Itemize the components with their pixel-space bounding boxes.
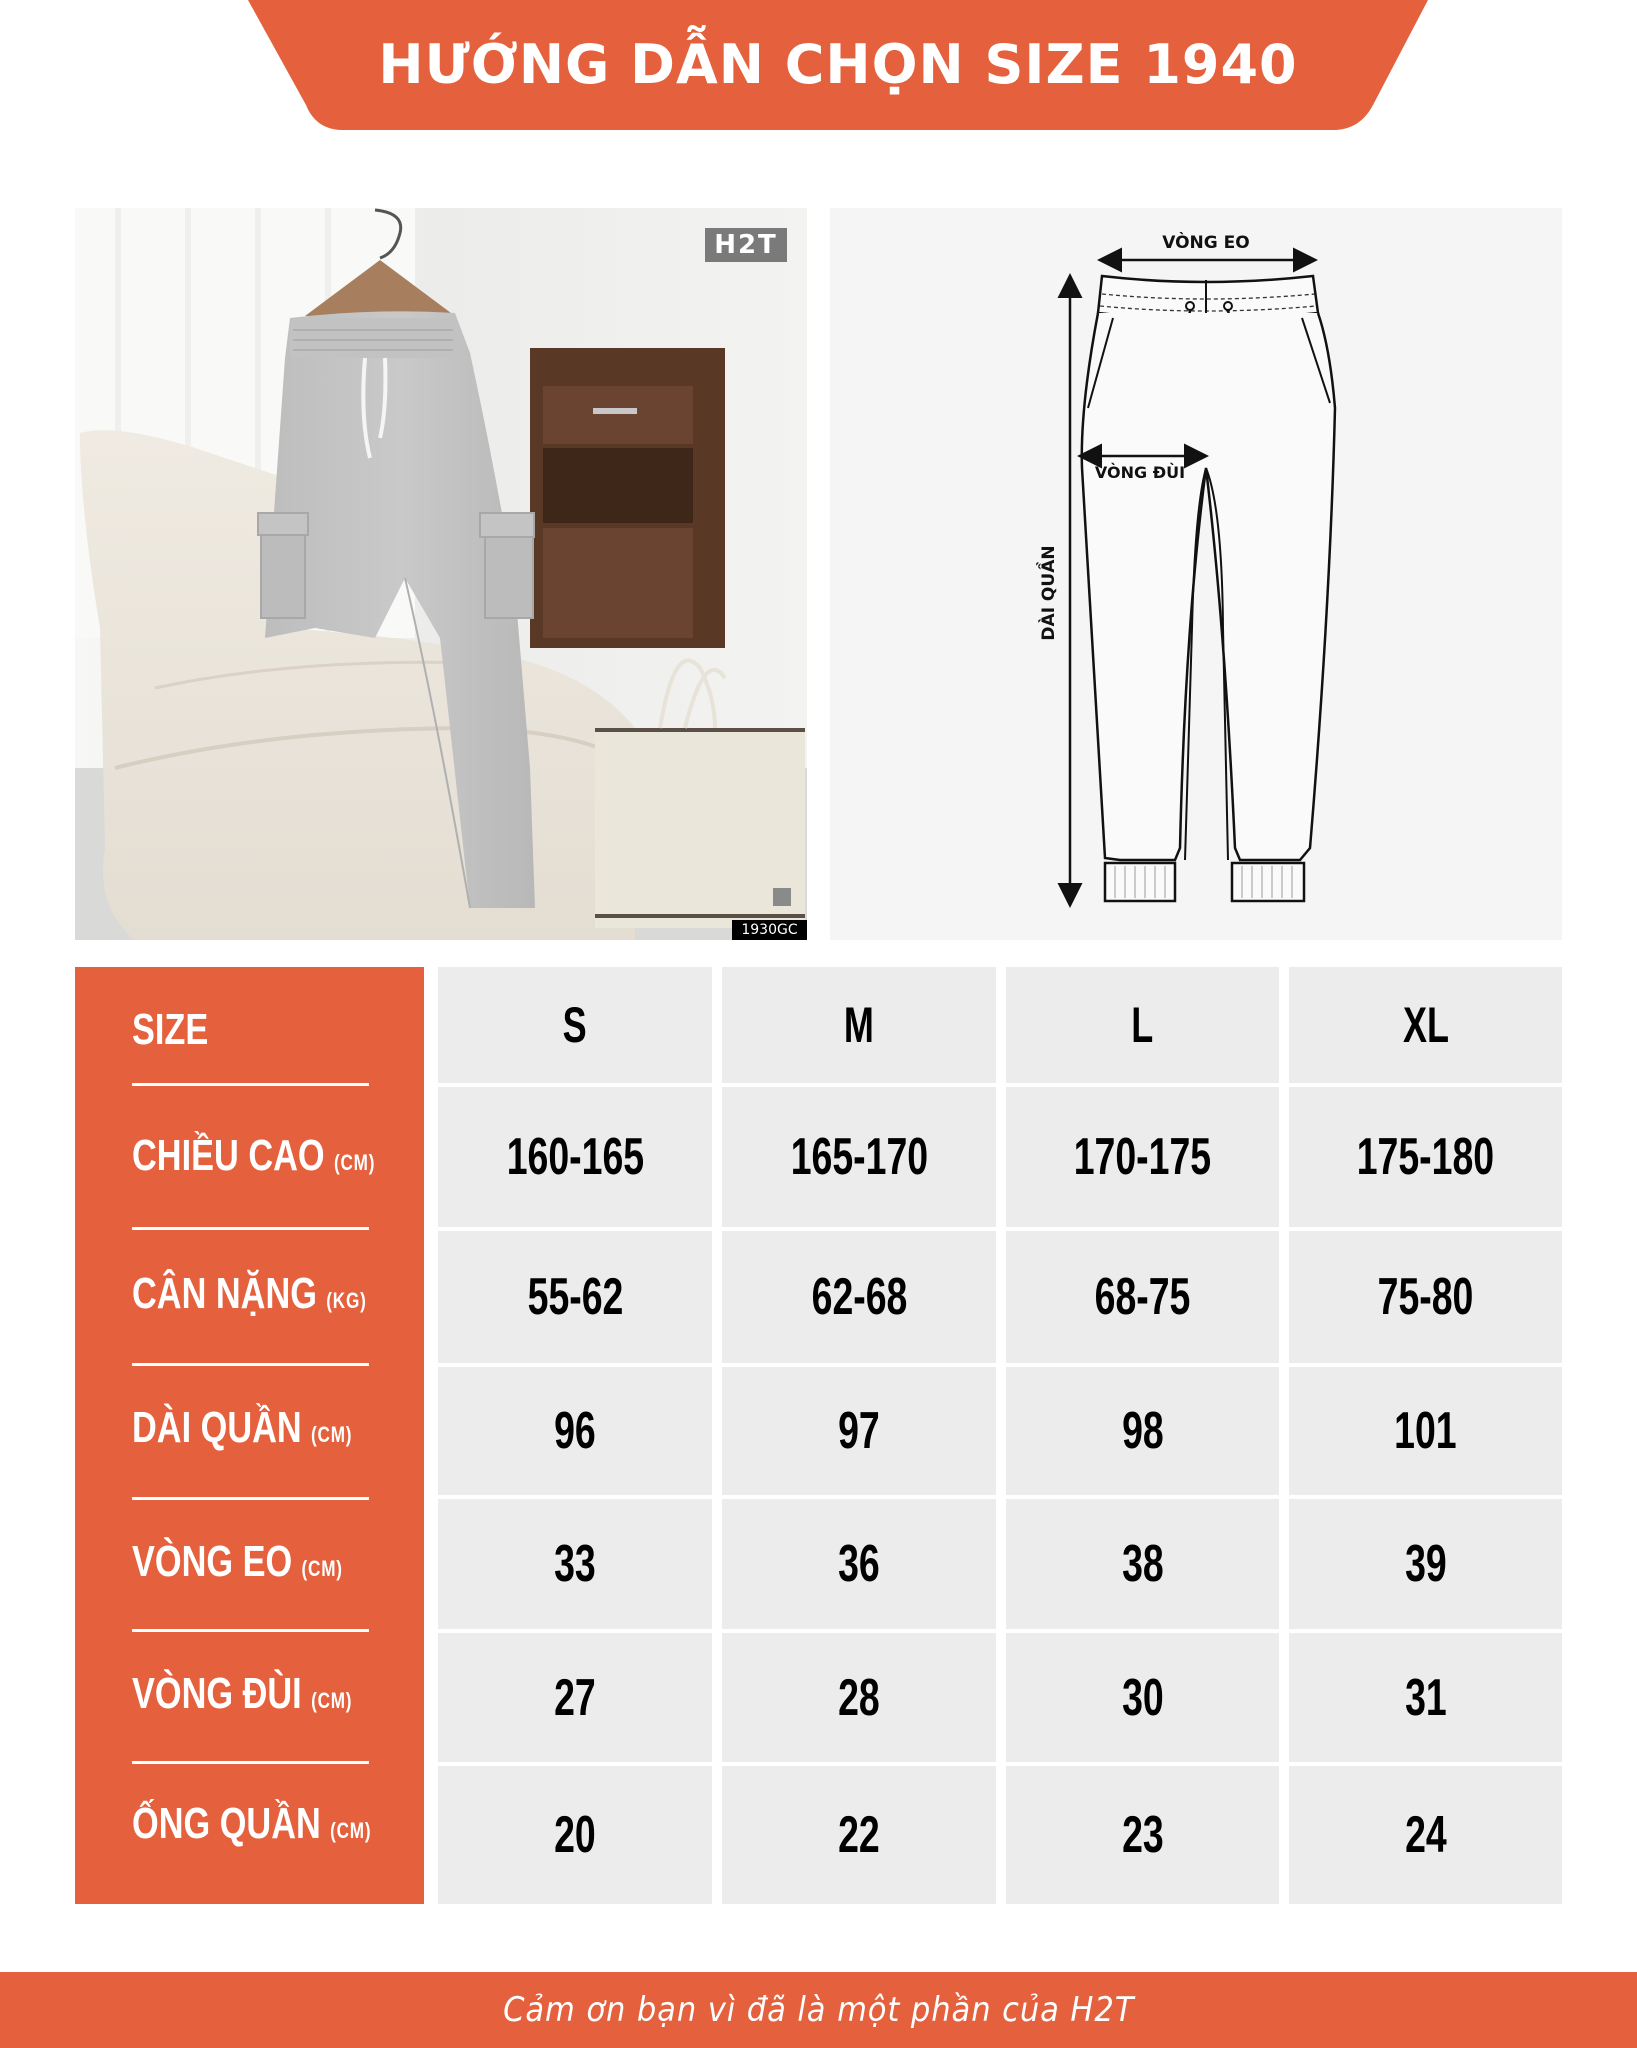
row-label-leg-opening: [132, 1799, 372, 1849]
length-label: DÀI QUẦN: [1039, 545, 1059, 641]
row-label-text: VÒNG EO: [132, 1537, 293, 1586]
cell-value: 160-165: [506, 1128, 644, 1186]
cell-value: 170-175: [1073, 1128, 1212, 1186]
measurement-diagram: [830, 208, 1562, 940]
row-label-weight: [132, 1269, 367, 1319]
cell-value: 22: [838, 1806, 880, 1864]
size-header-text: SIZE: [132, 1005, 209, 1054]
table-cell: [1289, 1499, 1562, 1629]
table-cell: [438, 1367, 712, 1495]
size-header-cell: [438, 967, 712, 1083]
row-unit: (CM): [301, 1556, 343, 1581]
cell-value: 55-62: [527, 1268, 623, 1326]
title-banner: [248, 0, 1428, 130]
row-label-waist: [132, 1537, 360, 1587]
waist-label: VÒNG EO: [1162, 233, 1250, 253]
divider: [132, 1497, 369, 1500]
cell-value: 97: [838, 1402, 880, 1460]
brand-logo: H2T: [705, 228, 787, 262]
divider: [132, 1227, 369, 1230]
size-header-value: L: [1131, 997, 1154, 1053]
table-cell: [1289, 1633, 1562, 1762]
cell-value: 39: [1404, 1535, 1447, 1593]
cell-value: 101: [1394, 1402, 1457, 1460]
cell-value: 75-80: [1377, 1268, 1474, 1326]
cell-value: 36: [838, 1535, 880, 1593]
product-photo: [75, 208, 807, 940]
size-header-cell: [722, 967, 996, 1083]
cell-value: 96: [554, 1402, 596, 1460]
size-header-value: M: [844, 997, 874, 1053]
cell-value: 30: [1121, 1668, 1164, 1727]
table-cell: [722, 1499, 996, 1629]
size-header-cell: [1006, 967, 1279, 1083]
table-cell: [438, 1633, 712, 1762]
table-cell: [1289, 1231, 1562, 1363]
table-cell: [1006, 1087, 1279, 1227]
cell-value: 62-68: [811, 1268, 907, 1326]
table-cell: [722, 1766, 996, 1904]
pants-sketch: [830, 208, 1562, 940]
size-table-labels: [75, 967, 424, 1904]
table-cell: [438, 1766, 712, 1904]
row-unit: (KG): [326, 1288, 367, 1313]
table-cell: [438, 1087, 712, 1227]
row-unit: (CM): [330, 1818, 372, 1843]
product-photo-illustration: [75, 208, 807, 940]
table-cell: [1289, 1766, 1562, 1904]
table-cell: [722, 1231, 996, 1363]
table-cell: [722, 1367, 996, 1495]
table-cell: [1006, 1766, 1279, 1904]
table-cell: [1006, 1367, 1279, 1495]
row-unit: (CM): [311, 1422, 353, 1447]
table-cell: [1006, 1499, 1279, 1629]
size-header-label: [132, 1005, 360, 1055]
row-label-text: VÒNG ĐÙI: [132, 1669, 302, 1718]
row-label-text: DÀI QUẦN: [132, 1403, 302, 1452]
cell-value: 175-180: [1356, 1128, 1495, 1186]
cell-value: 23: [1121, 1806, 1164, 1864]
cell-value: 98: [1121, 1402, 1164, 1460]
divider: [132, 1363, 369, 1366]
divider: [132, 1083, 369, 1086]
cell-value: 68-75: [1094, 1268, 1191, 1326]
cell-value: 28: [838, 1668, 880, 1727]
table-cell: [438, 1231, 712, 1363]
size-header-value: S: [562, 997, 588, 1053]
table-cell: [1289, 1367, 1562, 1495]
footer-message: Cảm ơn bạn vì đã là một phần của H2T: [502, 1990, 1135, 2030]
size-header-cell: [1289, 967, 1562, 1083]
table-cell: [722, 1633, 996, 1762]
thigh-label: VÒNG ĐÙI: [1094, 463, 1186, 482]
page-title: HƯỚNG DẪN CHỌN SIZE 1940: [378, 33, 1298, 96]
cell-value: 27: [554, 1668, 596, 1727]
table-cell: [1289, 1087, 1562, 1227]
row-unit: (CM): [333, 1150, 376, 1175]
row-label-text: CHIỀU CAO: [132, 1131, 325, 1180]
cell-value: 165-170: [790, 1128, 928, 1186]
table-cell: [1006, 1633, 1279, 1762]
cell-value: 38: [1121, 1535, 1164, 1593]
row-label-text: ỐNG QUẦN: [132, 1799, 321, 1848]
cell-value: 20: [554, 1806, 596, 1864]
table-cell: [1006, 1231, 1279, 1363]
row-unit: (CM): [311, 1688, 353, 1713]
cell-value: 24: [1404, 1806, 1447, 1864]
size-header-value: XL: [1402, 997, 1449, 1053]
table-cell: [722, 1087, 996, 1227]
row-label-height: [132, 1131, 376, 1181]
product-code-label: 1930GC: [732, 920, 807, 940]
footer-banner: [0, 1972, 1637, 2048]
table-cell: [438, 1499, 712, 1629]
cell-value: 31: [1404, 1668, 1447, 1727]
divider: [132, 1761, 369, 1764]
row-label-length: [132, 1403, 360, 1453]
row-label-text: CÂN NẶNG: [132, 1269, 317, 1318]
divider: [132, 1629, 369, 1632]
row-label-thigh: [132, 1669, 360, 1719]
cell-value: 33: [554, 1535, 596, 1593]
